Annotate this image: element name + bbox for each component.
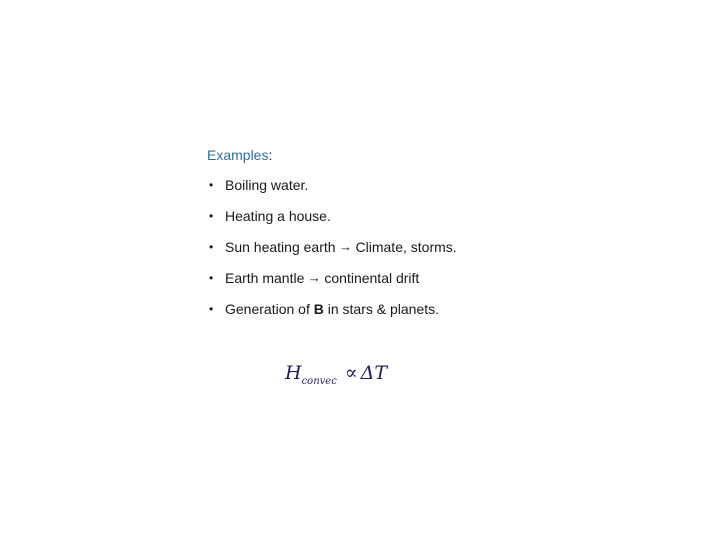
examples-list: [207, 176, 687, 318]
proportional-to-symbol: ∝: [344, 362, 358, 384]
list-item-boiling-water: [207, 176, 687, 194]
list-item-text-before: Earth mantle: [225, 270, 305, 286]
bullet-icon: •: [209, 209, 214, 223]
list-item-text-after: in stars & planets.: [323, 301, 440, 317]
convection-formula: [285, 362, 388, 387]
examples-heading: [207, 146, 687, 164]
magnetic-field-symbol: B: [313, 301, 324, 317]
list-item-text: Boiling water.: [225, 177, 309, 193]
bullet-icon: •: [209, 302, 214, 316]
examples-heading-colon: :: [268, 147, 273, 163]
examples-block: [207, 146, 687, 331]
bullet-icon: •: [209, 240, 214, 254]
right-arrow-icon: →: [307, 270, 321, 285]
list-item-text: Heating a house.: [225, 208, 331, 224]
list-item-heating-house: [207, 207, 687, 225]
formula-rhs: ΔT: [360, 362, 388, 384]
formula-lhs: H: [285, 362, 302, 384]
list-item-earth-mantle: [207, 269, 687, 287]
list-item-text-before: Sun heating earth: [225, 239, 336, 255]
list-item-text-before: Generation of: [225, 301, 314, 317]
right-arrow-icon: →: [339, 239, 353, 254]
list-item-text-after: Climate, storms.: [355, 239, 457, 255]
list-item-text-after: continental drift: [324, 270, 420, 286]
bullet-icon: •: [209, 178, 214, 192]
list-item-sun-heating: [207, 238, 687, 256]
examples-heading-word: Examples: [207, 147, 269, 163]
list-item-generation-b: [207, 300, 687, 318]
bullet-icon: •: [209, 271, 214, 285]
formula-subscript: convec: [301, 376, 337, 387]
